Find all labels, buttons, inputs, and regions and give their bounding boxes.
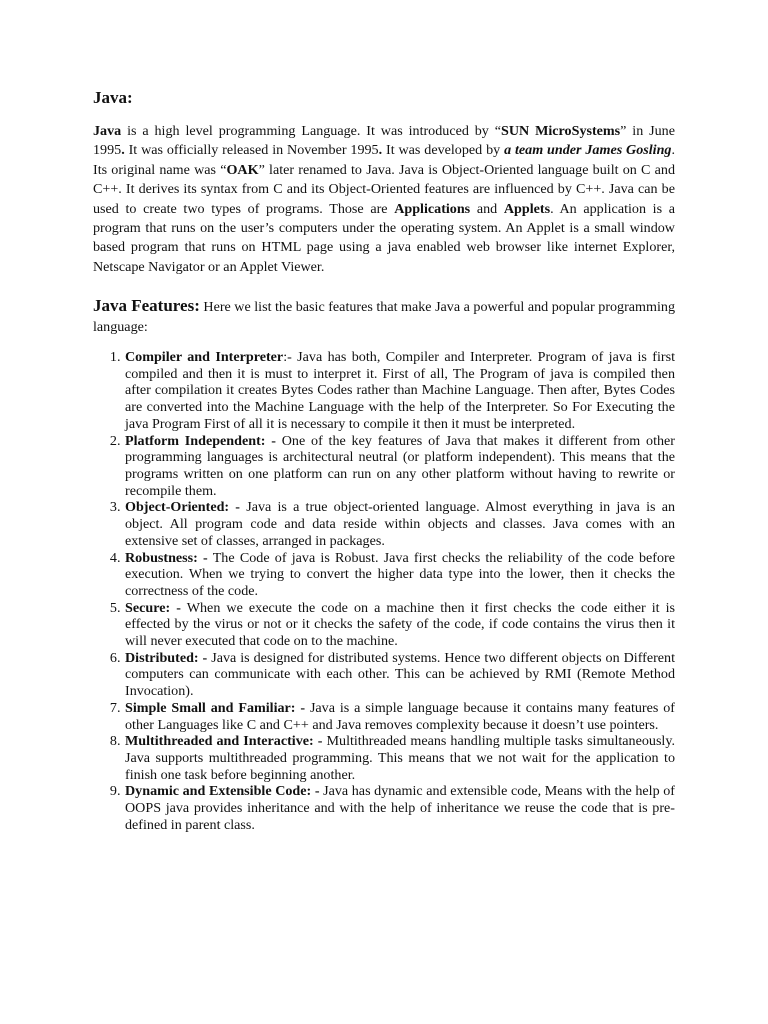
feature-term: Distributed: - <box>125 649 208 666</box>
feature-item <box>124 600 675 650</box>
intro-run: . <box>378 142 383 159</box>
feature-description: Java has dynamic and extensible code, Means with the help of OOPS java provides inheritance and with the help of inheritance we reuse the code that is pre-defined in parent class. <box>125 783 675 833</box>
feature-description: Multithreaded means handling multiple tasks simultaneously. Java supports multithreaded programming. This means that we not wait for the application to finish one task before beginning another. <box>125 733 676 783</box>
feature-term: Dynamic and Extensible Code: - <box>125 783 320 800</box>
intro-run: It was officially released in November 1995 <box>124 142 379 159</box>
intro-run: ” in June 1995 <box>93 123 675 159</box>
feature-separator: :- <box>283 349 292 366</box>
features-heading: Java Features: <box>93 296 200 316</box>
feature-description: Java is a true object-oriented language. Almost everything in java is an object. All program code and data reside within objects and classes. Java comes with an extensive set of classes, arranged in packages. <box>125 499 675 549</box>
feature-term: Platform Independent: - <box>125 432 276 449</box>
features-intro-text: Here we list the basic features that make Java a powerful and popular programming language: <box>93 299 675 335</box>
intro-run: . An application is a program that runs on the user’s computers under the operating system. An Applet is a small window based program that runs on HTML page using a java enabled web browser like internet Explorer, Netscape Navigator or an Applet Viewer. <box>93 200 675 275</box>
feature-term: Object-Oriented: - <box>125 499 241 516</box>
intro-run: Applications <box>394 200 471 217</box>
feature-term: Simple Small and Familiar: - <box>125 699 306 716</box>
features-intro-paragraph <box>93 296 675 337</box>
feature-item <box>124 499 675 549</box>
intro-run: and <box>470 200 504 217</box>
feature-item <box>124 550 675 600</box>
intro-run: OAK <box>226 161 259 178</box>
intro-run: a team under James Gosling <box>504 142 672 159</box>
features-list <box>93 349 675 833</box>
feature-description: Java is designed for distributed systems. Hence two different objects on Different computers can communicate with each other. This can be achieved by RMI (Remote Method Invocation). <box>125 649 676 700</box>
intro-run: . <box>121 142 125 159</box>
feature-item <box>124 433 675 500</box>
intro-run: is a high level programming Language. It was introduced by “ <box>121 123 501 139</box>
feature-item <box>124 700 675 733</box>
feature-description: When we execute the code on a machine then it first checks the code either it is effected by the virus or not or it checks the safety of the code, if code contains the virus then it will never executed that code on to the machine. <box>125 599 676 650</box>
feature-term: Compiler and Interpreter <box>125 349 284 366</box>
intro-run: SUN MicroSystems <box>501 123 621 139</box>
intro-paragraph <box>93 122 675 277</box>
intro-run: It was developed by <box>382 142 505 159</box>
feature-description: One of the key features of Java that makes it different from other programming languages is architectural neutral (or platform independent). This means that the programs written on one platform can run on any other platform without having to rewrite or recompile them. <box>125 432 675 499</box>
feature-description: The Code of java is Robust. Java first checks the reliability of the code before execution. When we trying to convert the higher data type into the lower, then it checks the correctness of the code. <box>125 549 675 599</box>
feature-term: Multithreaded and Interactive: - <box>125 733 323 750</box>
feature-item <box>124 733 675 783</box>
feature-term: Robustness: - <box>125 549 208 566</box>
feature-item <box>124 783 675 833</box>
feature-item <box>124 349 675 433</box>
intro-run: ” later renamed to Java. Java is Object-Oriented language built on C and C++. It derives its syntax from C and its Object-Oriented features are influenced by C++. Java can be used to create two types of programs. Those are <box>93 161 675 217</box>
feature-item <box>124 650 675 700</box>
feature-term: Secure: - <box>125 599 181 616</box>
page-title: Java: <box>93 88 133 107</box>
intro-run: Java <box>93 123 122 139</box>
feature-description: Java is a simple language because it contains many features of other Languages like C and C++ and Java removes complexity because it doesn’t use pointers. <box>125 699 675 733</box>
feature-description: Java has both, Compiler and Interpreter. Program of java is first compiled and then it is must to interpret it. First of all, The Program of java is compiled then after compilation it creates Bytes Codes rather than Machine Language. Then after, Bytes Codes are converted into the Machine Language with the help of the Interpreter. So For Executing the java Program First of all it is necessary to compile it then it must be interpreted. <box>125 349 675 432</box>
intro-run: . Its original name was “ <box>93 142 676 178</box>
intro-run: Applets <box>503 200 551 217</box>
